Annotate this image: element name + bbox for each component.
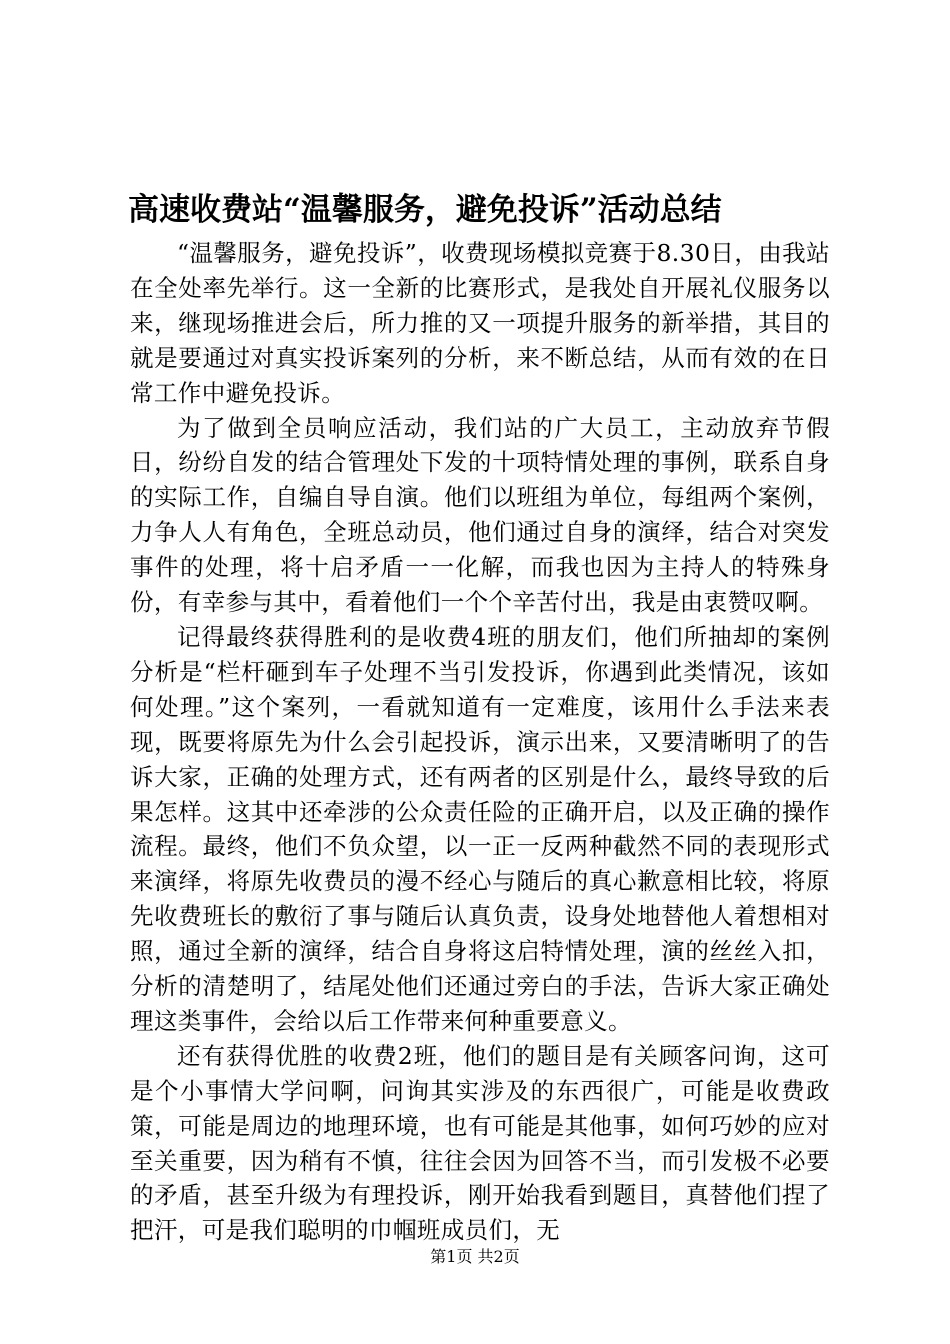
paragraph-1: “温馨服务，避免投诉”，收费现场模拟竞赛于8.30日，由我站在全处率先举行。这一全新的比赛形式，是我处自开展礼仪服务以来，继现场推进会后，所力推的又一项提升服务的新举措，其目的就是要通过对真实投诉案列的分析，来不断总结，从而有效的在日常工作中避免投诉。 (130, 239, 830, 407)
paragraph-2: 为了做到全员响应活动，我们站的广大员工，主动放弃节假日，纷纷自发的结合管理处下发的十项特情处理的事例，联系自身的实际工作，自编自导自演。他们以班组为单位，每组两个案例，力争人人有角色，全班总动员，他们通过自身的演绎，结合对突发事件的处理，将十启矛盾一一化解，而我也因为主持人的特殊身份，有幸参与其中，看着他们一个个辛苦付出，我是由衷赞叹啊。 (130, 413, 830, 617)
document-title: 高速收费站“温馨服务，避免投诉”活动总结 (128, 192, 722, 228)
document-body (130, 236, 830, 1248)
paragraph-4: 还有获得优胜的收费2班，他们的题目是有关顾客问询，这可是个小事情大学问啊，问询其实涉及的东西很广，可能是收费政策，可能是周边的地理环境，也有可能是其他事，如何巧妙的应对至关重要，因为稍有不慎，往往会因为回答不当，而引发极不必要的矛盾，甚至升级为有理投诉，刚开始我看到题目，真替他们捏了把汗，可是我们聪明的巾帼班成员们，无 (130, 1041, 830, 1245)
paragraph-3: 记得最终获得胜利的是收费4班的朋友们，他们所抽却的案例分析是“栏杆砸到车子处理不当引发投诉，你遇到此类情况，该如何处理。”这个案列，一看就知道有一定难度，该用什么手法来表现，既要将原先为什么会引起投诉，演示出来，又要清晰明了的告诉大家，正确的处理方式，还有两者的区别是什么，最终导致的后果怎样。这其中还牵涉的公众责任险的正确开启，以及正确的操作流程。最终，他们不负众望，以一正一反两种截然不同的表现形式来演绎，将原先收费员的漫不经心与随后的真心歉意相比较，将原先收费班长的敷衍了事与随后认真负责，设身处地替他人着想相对照，通过全新的演绎，结合自身将这启特情处理，演的丝丝入扣，分析的清楚明了，结尾处他们还通过旁白的手法，告诉大家正确处理这类事件，会给以后工作带来何种重要意义。 (130, 622, 830, 1035)
page-number-footer: 第1页 共2页 (430, 1247, 520, 1266)
